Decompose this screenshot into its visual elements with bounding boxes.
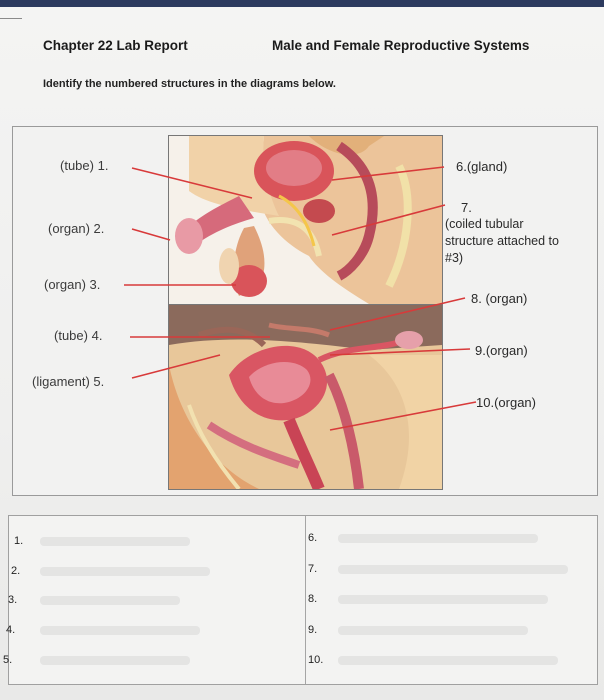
- chapter-title: Chapter 22 Lab Report: [43, 38, 188, 53]
- answer-number-5: 5.: [3, 654, 13, 666]
- answer-field-4[interactable]: [40, 626, 200, 635]
- report-subject-title: Male and Female Reproductive Systems: [272, 38, 530, 53]
- label-1: [60, 158, 108, 173]
- label-4: [54, 328, 102, 343]
- label-4-number: 4.: [91, 328, 103, 343]
- female-reproductive-diagram: [168, 304, 443, 490]
- instructions-text: Identify the numbered structures in the diagrams below.: [43, 78, 336, 90]
- answer-field-10[interactable]: [338, 656, 558, 665]
- label-7: [445, 199, 563, 267]
- answer-number-4: 4.: [6, 624, 16, 636]
- male-anatomy-illustration: [169, 136, 442, 304]
- answer-number-7: 7.: [308, 563, 318, 575]
- label-2-number: 2.: [93, 221, 105, 236]
- label-3: [44, 277, 100, 292]
- label-1-type: (tube): [60, 158, 94, 173]
- answer-number-9: 9.: [308, 624, 318, 636]
- label-3-number: 3.: [89, 277, 101, 292]
- label-3-type: (organ): [44, 277, 86, 292]
- label-8: [471, 290, 527, 307]
- label-4-type: (tube): [54, 328, 88, 343]
- label-10-number: 10.: [476, 395, 495, 410]
- answer-field-7[interactable]: [338, 565, 568, 574]
- label-10: [476, 394, 536, 411]
- label-9-number: 9.: [475, 343, 486, 358]
- label-2-type: (organ): [48, 221, 90, 236]
- answer-number-8: 8.: [308, 593, 318, 605]
- answer-field-1[interactable]: [40, 537, 190, 546]
- label-6-text: (gland): [466, 159, 508, 174]
- label-5: [32, 374, 104, 389]
- answer-number-2: 2.: [11, 565, 21, 577]
- label-5-type: (ligament): [32, 374, 90, 389]
- answer-field-9[interactable]: [338, 626, 528, 635]
- answer-number-6: 6.: [308, 532, 318, 544]
- answer-field-2[interactable]: [40, 567, 210, 576]
- answer-number-1: 1.: [14, 535, 24, 547]
- answer-field-6[interactable]: [338, 534, 538, 543]
- label-9: [475, 342, 528, 359]
- label-9-text: (organ): [485, 343, 528, 358]
- top-edge-bar: [0, 0, 604, 7]
- margin-mark: [0, 18, 22, 19]
- label-7-text: (coiled tubular structure attached to #3): [445, 217, 559, 265]
- label-8-text: (organ): [485, 291, 528, 306]
- label-2: [48, 221, 104, 236]
- answer-field-8[interactable]: [338, 595, 548, 604]
- label-5-number: 5.: [93, 374, 105, 389]
- label-7-number: 7.: [461, 200, 472, 215]
- answer-field-5[interactable]: [40, 656, 190, 665]
- label-1-number: 1.: [97, 158, 109, 173]
- label-6: [456, 158, 507, 175]
- answer-number-10: 10.: [308, 654, 324, 666]
- male-reproductive-diagram: [168, 135, 443, 305]
- female-anatomy-illustration: [169, 305, 442, 489]
- label-10-text: (organ): [494, 395, 536, 410]
- label-8-number: 8.: [471, 291, 482, 306]
- answer-number-3: 3.: [8, 594, 18, 606]
- column-divider: [305, 516, 306, 684]
- answer-field-3[interactable]: [40, 596, 180, 605]
- label-6-number: 6.: [456, 159, 467, 174]
